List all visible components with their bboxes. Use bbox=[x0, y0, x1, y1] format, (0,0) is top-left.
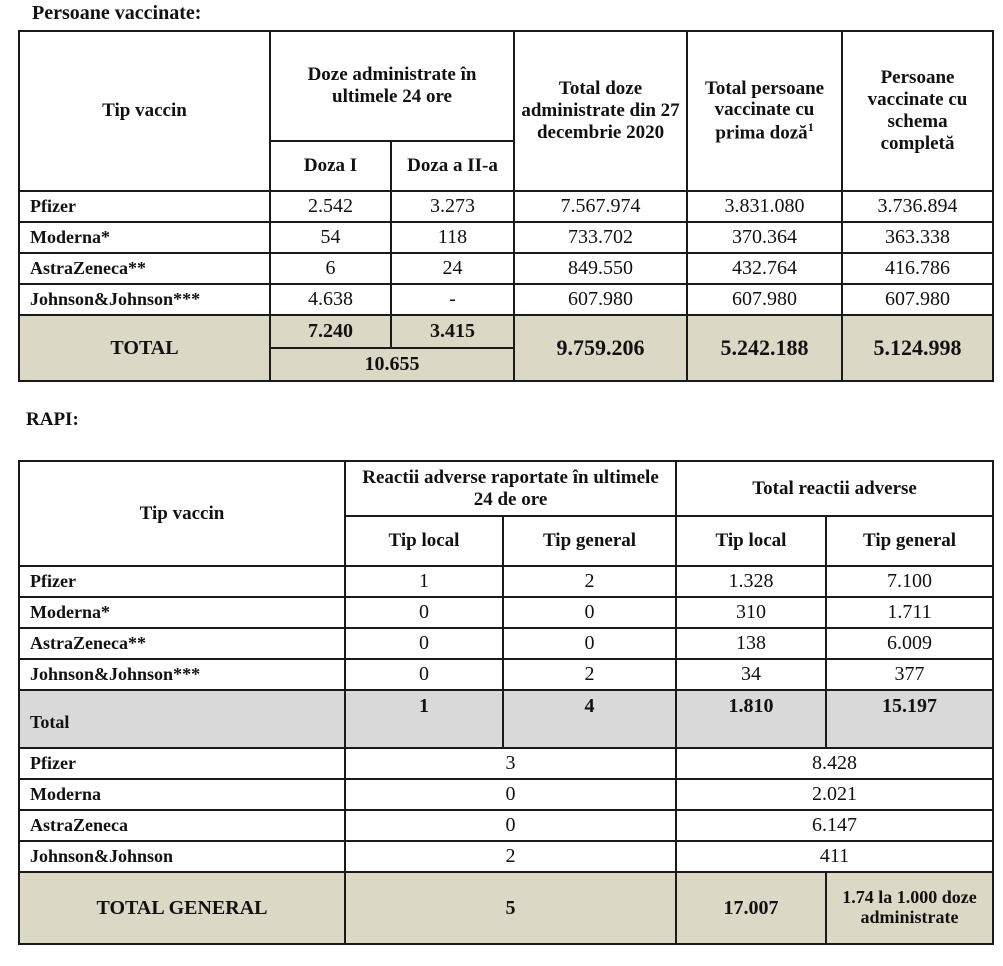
cell-total-doze: 849.550 bbox=[514, 253, 687, 284]
table-row bbox=[19, 810, 993, 841]
cell-total-24h: 2 bbox=[345, 841, 676, 872]
cell-total-24h: 0 bbox=[345, 779, 676, 810]
cell-general-total: 6.009 bbox=[826, 628, 993, 659]
total-doza-1: 7.240 bbox=[270, 315, 391, 348]
grand-total-row bbox=[19, 872, 993, 944]
cell-doza-2: 24 bbox=[391, 253, 514, 284]
cell-local-24h: 1 bbox=[345, 566, 503, 597]
cell-doza-1: 2.542 bbox=[270, 191, 391, 222]
cell-total-all: 6.147 bbox=[676, 810, 993, 841]
table-row bbox=[19, 566, 993, 597]
table-row bbox=[19, 191, 993, 222]
cell-doza-1: 6 bbox=[270, 253, 391, 284]
total-prima-doza: 5.242.188 bbox=[687, 315, 842, 381]
cell-schema: 607.980 bbox=[842, 284, 993, 315]
table-row bbox=[19, 222, 993, 253]
cell-doza-1: 4.638 bbox=[270, 284, 391, 315]
cell-total-24h: 3 bbox=[345, 748, 676, 779]
table-row bbox=[19, 597, 993, 628]
total-general-24h: 4 bbox=[503, 690, 676, 748]
table-row bbox=[19, 284, 993, 315]
total-general-all: 15.197 bbox=[826, 690, 993, 748]
cell-general-24h: 2 bbox=[503, 566, 676, 597]
section-title-rapi: RAPI: bbox=[26, 409, 79, 430]
footnote-marker: 1 bbox=[807, 120, 814, 135]
vaccine-name: AstraZeneca** bbox=[19, 628, 345, 659]
table-row bbox=[19, 628, 993, 659]
vaccine-name: Pfizer bbox=[19, 191, 270, 222]
adverse-reactions-table bbox=[18, 460, 994, 945]
total-schema: 5.124.998 bbox=[842, 315, 993, 381]
cell-local-24h: 0 bbox=[345, 597, 503, 628]
header-schema-completa: Persoane vaccinate cu schema completă bbox=[842, 31, 993, 191]
cell-total-all: 8.428 bbox=[676, 748, 993, 779]
total-row bbox=[19, 690, 993, 748]
header-tip-local-24h: Tip local bbox=[345, 516, 503, 566]
grand-total-24h: 5 bbox=[345, 872, 676, 944]
cell-schema: 416.786 bbox=[842, 253, 993, 284]
cell-general-24h: 0 bbox=[503, 628, 676, 659]
cell-general-total: 1.711 bbox=[826, 597, 993, 628]
cell-total-doze: 7.567.974 bbox=[514, 191, 687, 222]
cell-schema: 3.736.894 bbox=[842, 191, 993, 222]
header-doze-24h: Doze administrate în ultimele 24 ore bbox=[270, 31, 514, 141]
header-tip-local-total: Tip local bbox=[676, 516, 826, 566]
header-tip-general-total: Tip general bbox=[826, 516, 993, 566]
header-total-prima-doza: Total persoane vaccinate cu prima doză$^1$ bbox=[687, 31, 842, 191]
cell-total-prima: 3.831.080 bbox=[687, 191, 842, 222]
vaccine-name: Moderna* bbox=[19, 222, 270, 253]
table-row bbox=[19, 748, 993, 779]
header-total-reactii: Total reactii adverse bbox=[676, 461, 993, 516]
vaccine-name: AstraZeneca bbox=[19, 810, 345, 841]
vaccine-name: AstraZeneca** bbox=[19, 253, 270, 284]
table-row bbox=[19, 659, 993, 690]
cell-total-doze: 733.702 bbox=[514, 222, 687, 253]
cell-general-24h: 2 bbox=[503, 659, 676, 690]
total-local-all: 1.810 bbox=[676, 690, 826, 748]
vaccine-name: Johnson&Johnson*** bbox=[19, 659, 345, 690]
cell-total-prima: 432.764 bbox=[687, 253, 842, 284]
header-rapi-24h: Reactii adverse raportate în ultimele 24 de ore bbox=[345, 461, 676, 516]
cell-doza-2: 3.273 bbox=[391, 191, 514, 222]
table-row bbox=[19, 841, 993, 872]
total-doze-24h: 10.655 bbox=[270, 348, 514, 381]
vaccine-name: Pfizer bbox=[19, 748, 345, 779]
cell-general-total: 377 bbox=[826, 659, 993, 690]
cell-local-total: 310 bbox=[676, 597, 826, 628]
cell-local-total: 138 bbox=[676, 628, 826, 659]
cell-local-total: 34 bbox=[676, 659, 826, 690]
grand-total-rate: 1.74 la 1.000 doze administrate bbox=[826, 872, 993, 944]
header-total-doze: Total doze administrate din 27 decembrie 2020 bbox=[514, 31, 687, 191]
cell-doza-1: 54 bbox=[270, 222, 391, 253]
vaccine-name: Johnson&Johnson*** bbox=[19, 284, 270, 315]
vaccine-name: Pfizer bbox=[19, 566, 345, 597]
cell-schema: 363.338 bbox=[842, 222, 993, 253]
header-doza-1: Doza I bbox=[270, 141, 391, 191]
cell-doza-2: 118 bbox=[391, 222, 514, 253]
vaccine-name: Johnson&Johnson bbox=[19, 841, 345, 872]
vaccine-name: Moderna* bbox=[19, 597, 345, 628]
cell-general-total: 7.100 bbox=[826, 566, 993, 597]
total-doze-all: 9.759.206 bbox=[514, 315, 687, 381]
table-row bbox=[19, 779, 993, 810]
total-label: TOTAL bbox=[19, 315, 270, 381]
cell-total-all: 2.021 bbox=[676, 779, 993, 810]
table-row bbox=[19, 253, 993, 284]
total-doza-2: 3.415 bbox=[391, 315, 514, 348]
cell-total-doze: 607.980 bbox=[514, 284, 687, 315]
header-tip-general-24h: Tip general bbox=[503, 516, 676, 566]
grand-total-all: 17.007 bbox=[676, 872, 826, 944]
cell-local-24h: 0 bbox=[345, 659, 503, 690]
total-row bbox=[19, 315, 993, 348]
cell-total-all: 411 bbox=[676, 841, 993, 872]
section-title-persoane-vaccinate: Persoane vaccinate: bbox=[32, 2, 202, 24]
vaccinated-persons-table bbox=[18, 30, 994, 382]
vaccine-name: Moderna bbox=[19, 779, 345, 810]
cell-total-prima: 370.364 bbox=[687, 222, 842, 253]
header-doza-2: Doza a II-a bbox=[391, 141, 514, 191]
cell-local-total: 1.328 bbox=[676, 566, 826, 597]
total-local-24h: 1 bbox=[345, 690, 503, 748]
total-label: Total bbox=[19, 690, 345, 748]
cell-doza-2: - bbox=[391, 284, 514, 315]
cell-general-24h: 0 bbox=[503, 597, 676, 628]
header-tip-vaccin: Tip vaccin bbox=[19, 31, 270, 191]
cell-total-24h: 0 bbox=[345, 810, 676, 841]
cell-local-24h: 0 bbox=[345, 628, 503, 659]
header-tip-vaccin: Tip vaccin bbox=[19, 461, 345, 566]
cell-total-prima: 607.980 bbox=[687, 284, 842, 315]
grand-total-label: TOTAL GENERAL bbox=[19, 872, 345, 944]
